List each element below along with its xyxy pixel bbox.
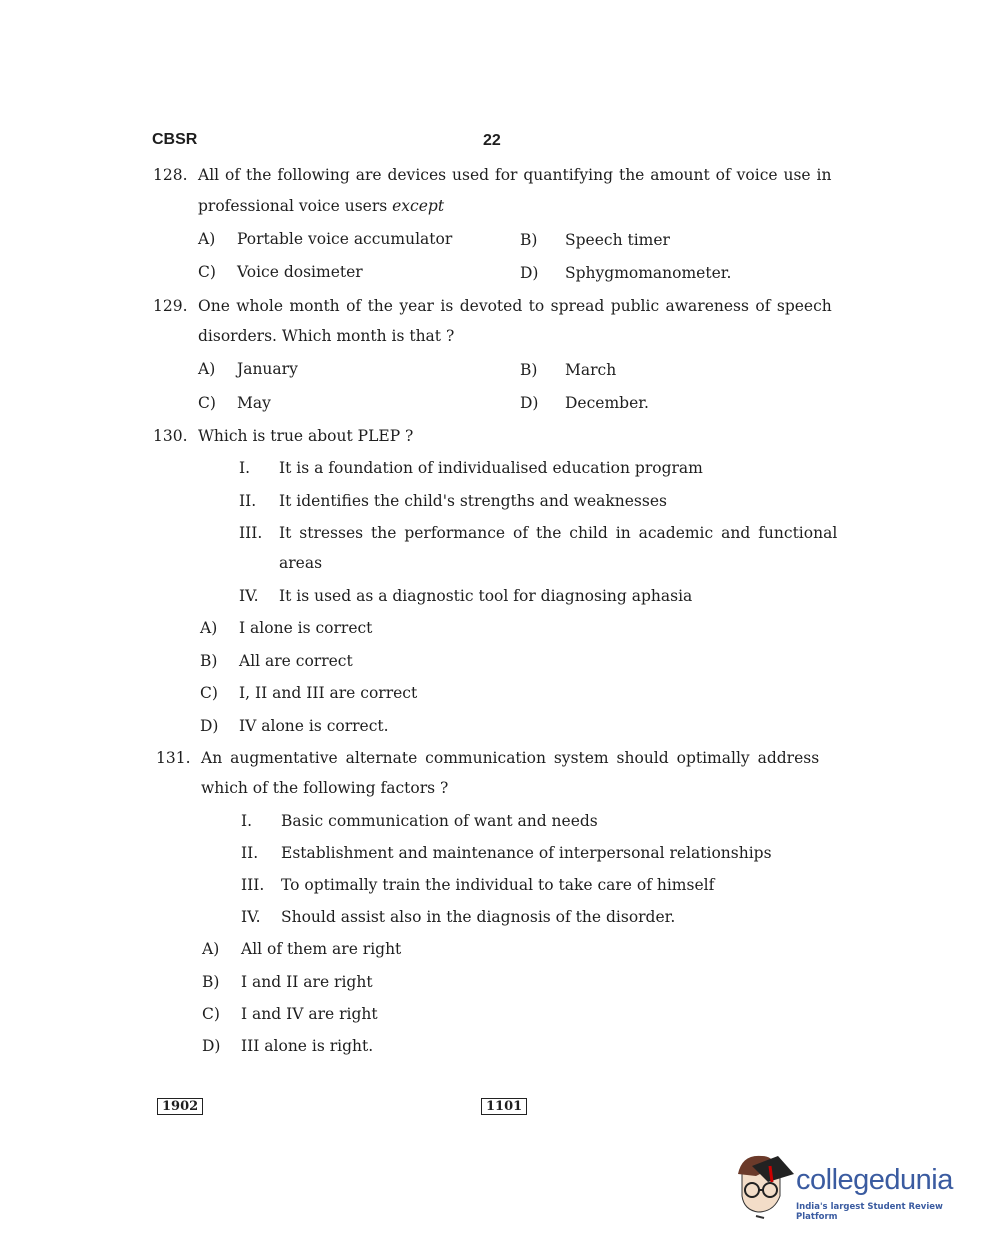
option-text: All of them are right bbox=[241, 940, 402, 958]
option-label: D) bbox=[202, 1037, 221, 1055]
statement-label: III. bbox=[239, 524, 263, 542]
option-label: D) bbox=[200, 717, 219, 735]
option-label: C) bbox=[198, 394, 216, 412]
option-label: C) bbox=[202, 1005, 220, 1023]
option-text: I and IV are right bbox=[241, 1005, 378, 1023]
statement-text: It stresses the performance of the child in academic and functional bbox=[279, 524, 838, 542]
option-label: A) bbox=[202, 940, 220, 958]
emphasis: except bbox=[392, 197, 445, 215]
question-text: One whole month of the year is devoted to spread public awareness of speech bbox=[198, 297, 832, 315]
option-label: A) bbox=[198, 360, 216, 378]
option-label: C) bbox=[200, 684, 218, 702]
option-text: IV alone is correct. bbox=[239, 717, 389, 735]
option-text: December. bbox=[565, 394, 649, 412]
statement-label: II. bbox=[241, 844, 259, 862]
option-label: B) bbox=[200, 652, 218, 670]
option-label: B) bbox=[520, 361, 538, 379]
option-text: I alone is correct bbox=[239, 619, 373, 637]
option-text: III alone is right. bbox=[241, 1037, 374, 1055]
option-text: I and II are right bbox=[241, 973, 373, 991]
question-text: An augmentative alternate communication system should optimally address bbox=[201, 749, 820, 767]
statement-text: It is a foundation of individualised education program bbox=[279, 459, 703, 477]
statement-text: Basic communication of want and needs bbox=[281, 812, 598, 830]
statement-label: IV. bbox=[241, 908, 261, 926]
question-number: 129. bbox=[153, 297, 188, 315]
option-label: A) bbox=[198, 230, 216, 248]
statement-label: IV. bbox=[239, 587, 259, 605]
question-text bbox=[198, 196, 444, 216]
statement-text: It is used as a diagnostic tool for diagnosing aphasia bbox=[279, 587, 693, 605]
statement-label: I. bbox=[241, 812, 253, 830]
statement-label: II. bbox=[239, 492, 257, 510]
brand-name: collegedunia bbox=[796, 1164, 953, 1196]
question-number: 131. bbox=[156, 749, 191, 767]
option-text: Speech timer bbox=[565, 231, 670, 249]
question-text: which of the following factors ? bbox=[201, 779, 449, 797]
option-text: Voice dosimeter bbox=[237, 263, 363, 281]
statement-label: I. bbox=[239, 459, 251, 477]
question-text: Which is true about PLEP ? bbox=[198, 427, 414, 445]
option-text: May bbox=[237, 394, 271, 412]
option-text: January bbox=[237, 360, 298, 378]
option-label: C) bbox=[198, 263, 216, 281]
collegedunia-logo bbox=[736, 1152, 966, 1222]
option-text: Sphygmomanometer. bbox=[565, 264, 732, 282]
question-text: disorders. Which month is that ? bbox=[198, 327, 455, 345]
statement-text: Should assist also in the diagnosis of the disorder. bbox=[281, 908, 676, 926]
option-label: D) bbox=[520, 264, 539, 282]
question-text: All of the following are devices used for quantifying the amount of voice use in bbox=[198, 166, 832, 184]
brand-tagline: India's largest Student Review Platform bbox=[796, 1202, 943, 1222]
statement-text: To optimally train the individual to take care of himself bbox=[281, 876, 715, 894]
question-number: 130. bbox=[153, 427, 188, 445]
option-label: B) bbox=[202, 973, 220, 991]
option-label: D) bbox=[520, 394, 539, 412]
mascot-icon bbox=[736, 1152, 796, 1222]
option-text: I, II and III are correct bbox=[239, 684, 418, 702]
statement-label: III. bbox=[241, 876, 265, 894]
booklet-code-box: 1101 bbox=[481, 1098, 527, 1115]
statement-text: areas bbox=[279, 554, 323, 572]
option-text: All are correct bbox=[239, 652, 353, 670]
question-number: 128. bbox=[153, 166, 188, 184]
paper-code-box: 1902 bbox=[157, 1098, 203, 1115]
statement-text: It identifies the child's strengths and weaknesses bbox=[279, 492, 667, 510]
statement-text: Establishment and maintenance of interpersonal relationships bbox=[281, 844, 772, 862]
exam-code: CBSR bbox=[152, 131, 198, 148]
page-number: 22 bbox=[483, 132, 501, 149]
option-text: March bbox=[565, 361, 617, 379]
question-text-line: professional voice users bbox=[198, 197, 388, 215]
option-label: B) bbox=[520, 231, 538, 249]
option-label: A) bbox=[200, 619, 218, 637]
option-text: Portable voice accumulator bbox=[237, 230, 453, 248]
